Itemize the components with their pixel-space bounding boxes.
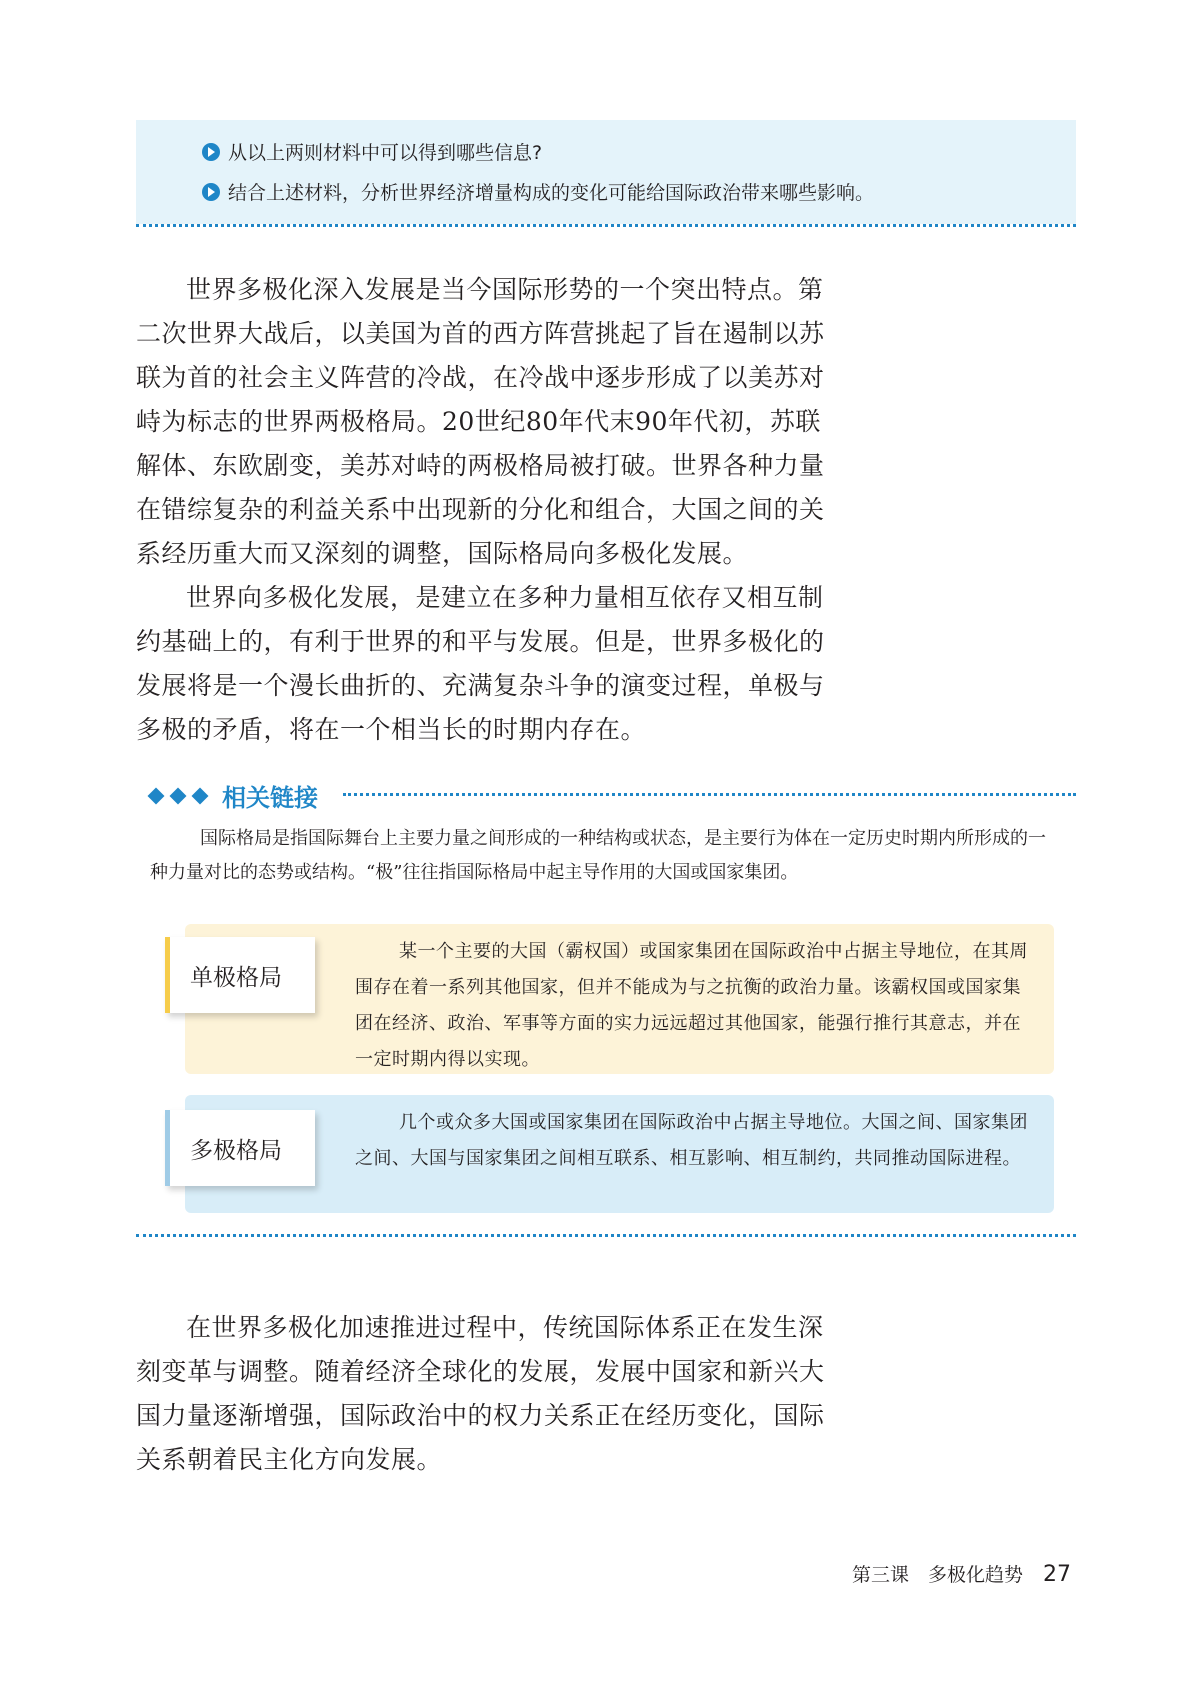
lesson-title: 第三课 多极化趋势	[851, 1564, 1023, 1586]
dotted-divider	[136, 224, 1076, 227]
related-link-title: 相关链接	[222, 784, 318, 812]
related-link-header	[150, 778, 318, 813]
unipolar-text: 某一个主要的大国（霸权国）或国家集团在国际政治中占据主导地位，在其周围存在着一系列其他国家，但并不能成为与之抗衡的政治力量。该霸权国或国家集团在经济、政治、军事等方面的实力远远超过其他国家，能强行推行其意志，并在一定时期内得以实现。	[355, 941, 1028, 1070]
question-text: 结合上述材料，分析世界经济增量构成的变化可能给国际政治带来哪些影响。	[228, 182, 875, 204]
multipolar-card	[185, 1095, 1054, 1213]
diamond-icon	[148, 787, 165, 804]
multipolar-text: 几个或众多大国或国家集团在国际政治中占据主导地位。大国之间、国家集团之间、大国与国家集团之间相互联系、相互影响、相互制约，共同推动国际进程。	[355, 1112, 1028, 1169]
diamond-icon	[192, 787, 209, 804]
question-item	[202, 178, 874, 205]
unipolar-card	[185, 924, 1054, 1074]
diamond-icon	[170, 787, 187, 804]
paragraph: 世界多极化深入发展是当今国际形势的一个突出特点。第二次世界大战后，以美国为首的西方阵营挑起了旨在遏制以苏联为首的社会主义阵营的冷战，在冷战中逐步形成了以美苏对峙为标志的世界两极格局。20世纪80年代末90年代初，苏联解体、东欧剧变，美苏对峙的两极格局被打破。世界各种力量在错综复杂的利益关系中出现新的分化和组合，大国之间的关系经历重大而又深刻的调整，国际格局向多极化发展。	[136, 275, 825, 568]
body-text-bottom	[136, 1306, 836, 1482]
question-text: 从以上两则材料中可以得到哪些信息?	[228, 142, 543, 164]
related-link-description: 国际格局是指国际舞台上主要力量之间形成的一种结构或状态，是主要行为体在一定历史时期内所形成的一种力量对比的态势或结构。“极”往往指国际格局中起主导作用的大国或国家集团。	[150, 828, 1046, 883]
question-box	[136, 120, 1076, 224]
unipolar-label: 单极格局	[165, 937, 315, 1013]
page-number: 27	[1043, 1562, 1071, 1587]
paragraph: 在世界多极化加速推进过程中，传统国际体系正在发生深刻变革与调整。随着经济全球化的发展，发展中国家和新兴大国力量逐渐增强，国际政治中的权力关系正在经历变化，国际关系朝着民主化方向发展。	[136, 1313, 825, 1474]
body-text-top	[136, 268, 836, 752]
dotted-divider	[136, 1234, 1076, 1237]
arrow-right-icon	[202, 183, 220, 201]
multipolar-label: 多极格局	[165, 1110, 315, 1186]
arrow-right-icon	[202, 143, 220, 161]
question-item	[202, 138, 542, 165]
dotted-divider	[343, 793, 1076, 796]
paragraph: 世界向多极化发展，是建立在多种力量相互依存又相互制约基础上的，有利于世界的和平与发展。但是，世界多极化的发展将是一个漫长曲折的、充满复杂斗争的演变过程，单极与多极的矛盾，将在一个相当长的时期内存在。	[136, 583, 825, 744]
page-footer	[852, 1560, 1071, 1587]
